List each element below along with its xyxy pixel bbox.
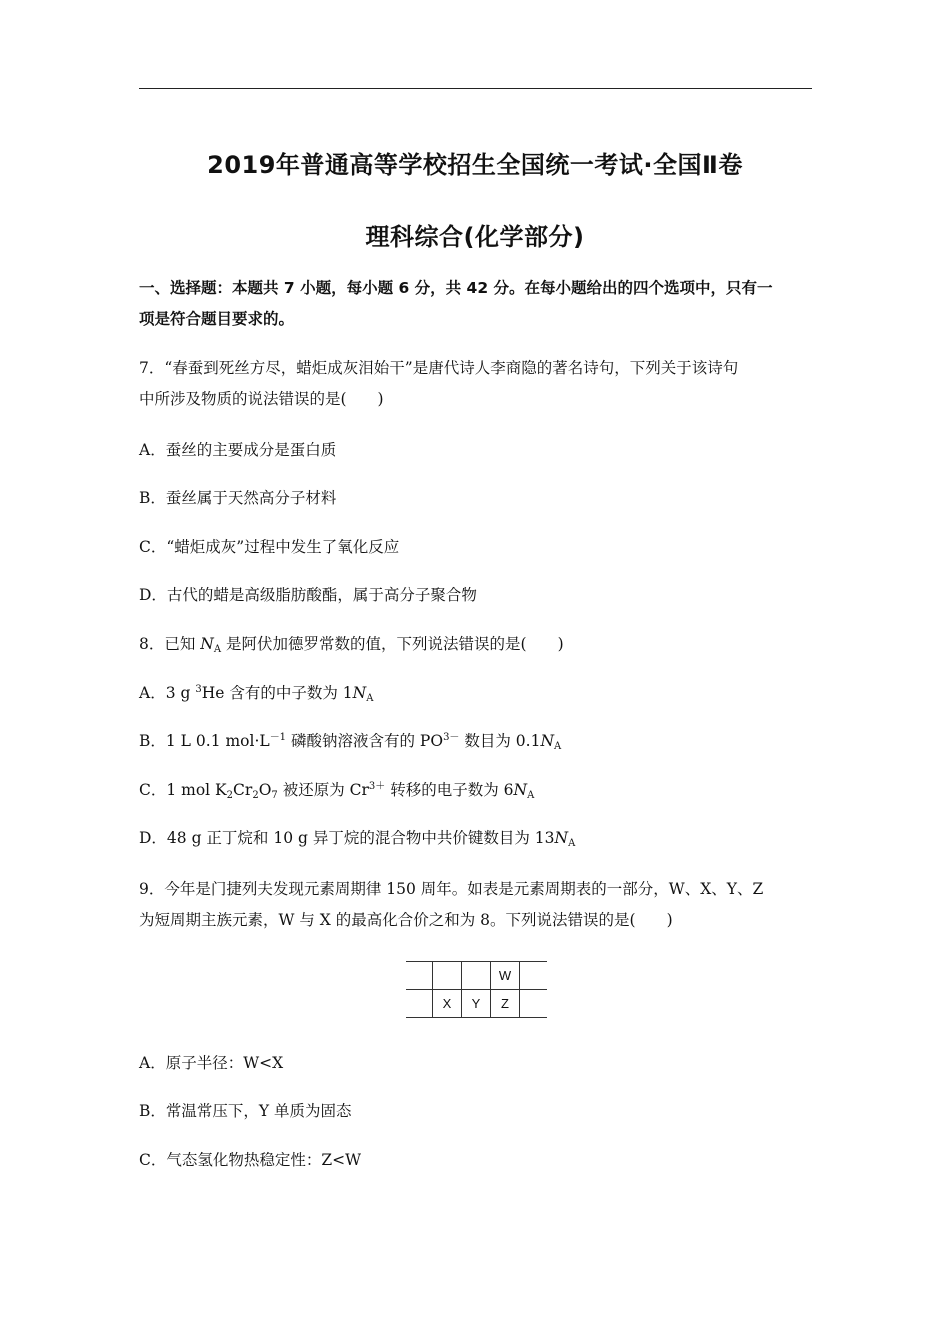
na-symbol: N xyxy=(200,635,214,653)
exam-subtitle: 理科综合(化学部分) xyxy=(365,223,585,251)
q8-stem-pre: 8．已知 xyxy=(139,635,201,653)
q8b-ion-charge: 3－ xyxy=(443,732,460,743)
table-cell xyxy=(406,990,433,1018)
q8c-charge: 3＋ xyxy=(368,781,386,792)
q7-option-a: A．蚕丝的主要成分是蛋白质 xyxy=(139,441,337,459)
table-cell-w: W xyxy=(491,962,520,990)
section-line-2: 项是符合题目要求的。 xyxy=(139,310,295,328)
q8c-sub-cr: 2 xyxy=(252,790,259,801)
q8c-post: 转移的电子数为 6 xyxy=(385,781,514,799)
na-symbol: N xyxy=(554,829,569,847)
q8b-pre: B．1 L 0.1 mol·L xyxy=(139,732,270,750)
periodic-row-2 xyxy=(406,990,547,1018)
q8-option-a xyxy=(139,682,373,704)
question-8-stem xyxy=(139,633,564,655)
periodic-table-fragment xyxy=(406,961,547,1018)
table-cell xyxy=(520,962,548,990)
q9-option-a: A．原子半径：W<X xyxy=(139,1054,284,1072)
q8b-mid: 磷酸钠溶液含有的 PO xyxy=(286,732,444,750)
table-cell xyxy=(433,962,462,990)
exam-title: 2019年普通高等学校招生全国统一考试·全国Ⅱ卷 xyxy=(207,151,743,179)
q9-line-2: 为短周期主族元素，W 与 X 的最高化合价之和为 8。下列说法错误的是( ) xyxy=(139,911,673,929)
na-symbol: N xyxy=(513,781,528,799)
q7-option-d: D．古代的蜡是高级脂肪酸酯，属于高分子聚合物 xyxy=(139,586,477,604)
table-cell xyxy=(406,962,433,990)
q8b-exponent: －1 xyxy=(269,732,287,743)
q8-stem-post: 是阿伏加德罗常数的值，下列说法错误的是( ) xyxy=(221,635,564,653)
na-subscript: A xyxy=(527,790,535,801)
q7-line-2: 中所涉及物质的说法错误的是( ) xyxy=(139,390,384,408)
question-9-stem xyxy=(139,874,812,936)
q8-option-b xyxy=(139,730,561,752)
table-cell-z: Z xyxy=(491,990,520,1018)
q7-option-c: C．“蜡炬成灰”过程中发生了氧化反应 xyxy=(139,538,400,556)
table-cell-x: X xyxy=(433,990,462,1018)
na-subscript: A xyxy=(366,693,374,704)
q8c-cr: Cr xyxy=(233,781,253,799)
question-7-stem xyxy=(139,353,812,415)
na-symbol: N xyxy=(540,732,555,750)
q9-option-b: B．常温常压下，Y 单质为固态 xyxy=(139,1102,352,1120)
q9-option-c: C．气态氢化物热稳定性：Z<W xyxy=(139,1151,362,1169)
q7-line-1: 7．“春蚕到死丝方尽，蜡炬成灰泪始干”是唐代诗人李商隐的著名诗句，下列关于该诗句 xyxy=(139,359,739,377)
q8c-sub-k: 2 xyxy=(226,790,234,801)
na-subscript: A xyxy=(213,644,222,655)
na-subscript: A xyxy=(554,741,562,752)
q8c-o: O xyxy=(258,781,272,799)
q8a-post: He 含有的中子数为 1 xyxy=(201,684,353,702)
q8b-post: 数目为 0.1 xyxy=(459,732,541,750)
q8a-mass-number: 3 xyxy=(195,684,202,695)
periodic-row-1 xyxy=(406,962,547,990)
na-subscript: A xyxy=(568,838,576,849)
q7-option-b: B．蚕丝属于天然高分子材料 xyxy=(139,489,337,507)
q8-option-d xyxy=(139,827,575,849)
section-line-1: 一、选择题：本题共 7 小题，每小题 6 分，共 42 分。在每小题给出的四个选项中，只有一 xyxy=(139,279,773,297)
q9-line-1: 9．今年是门捷列夫发现元素周期律 150 周年。如表是元素周期表的一部分，W、X、Y、Z xyxy=(139,880,764,898)
section-instructions xyxy=(139,273,812,335)
q8a-pre: A．3 g xyxy=(139,684,196,702)
q8d-pre: D．48 g 正丁烷和 10 g 异丁烷的混合物中共价键数目为 13 xyxy=(139,829,555,847)
q8c-pre: C．1 mol K xyxy=(139,781,227,799)
na-symbol: N xyxy=(352,684,367,702)
table-cell-y: Y xyxy=(462,990,491,1018)
q8-option-c xyxy=(139,779,534,801)
q8c-sub-o: 7 xyxy=(271,790,278,801)
table-cell xyxy=(520,990,548,1018)
table-cell xyxy=(462,962,491,990)
header-rule xyxy=(139,88,812,89)
q8c-mid: 被还原为 Cr xyxy=(277,781,369,799)
